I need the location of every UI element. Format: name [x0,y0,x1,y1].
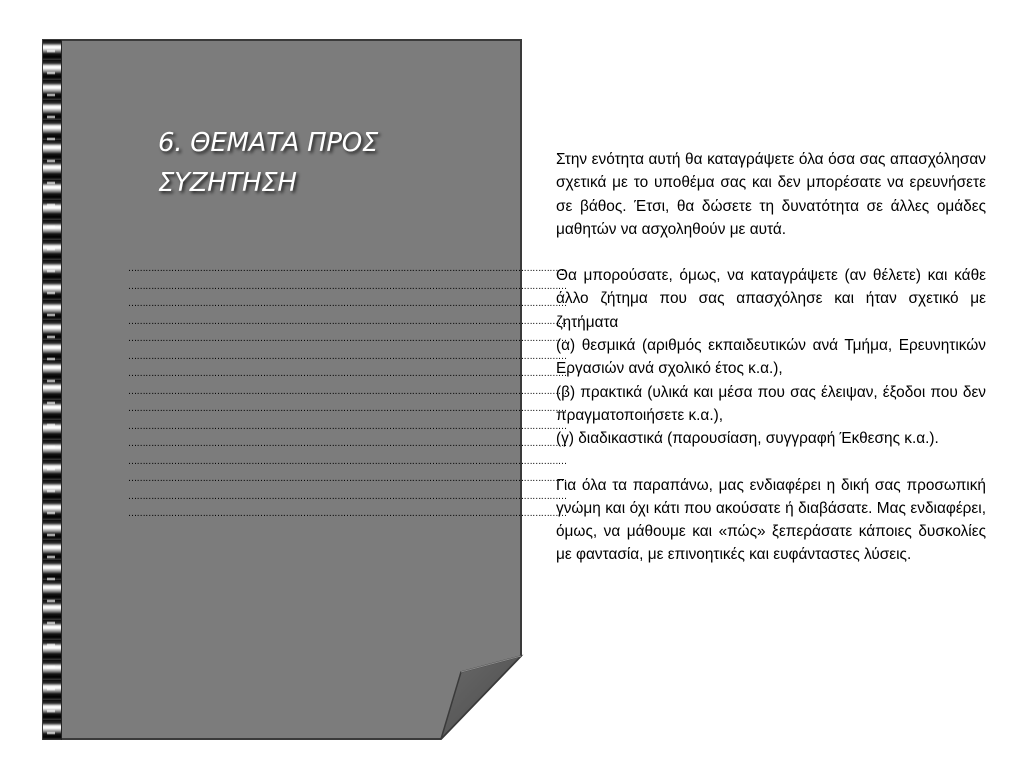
dotted-line: ……………………………………………………………………………………………………………………………………… [128,491,567,502]
dotted-line: ……………………………………………………………………………………………………………………………………… [128,299,567,309]
paragraph-3: Για όλα τα παραπάνω, μας ενδιαφέρει η δική σας προσωπική γνώμη και όχι κάτι που ακούσατε ή διαβάσατε. Μας ενδιαφέρει, όμως, να μάθουμε και «πώς» ξεπεράσατε κάποιες δυσκολίες με φαντασία, με επινοητικές και ευφάνταστες λύσεις. [556,476,986,564]
list-item-b: (β) πρακτικά (υλικά και μέσα που σας έλειψαν, έξοδοι που δεν πραγματοποιήσετε κ.α.), [556,383,986,424]
spiral-binding [43,40,62,740]
dotted-line: ……………………………………………………………………………………………………………………………………… [128,281,567,292]
paragraph-1: Στην ενότητα αυτή θα καταγράψετε όλα όσα σας απασχόλησαν σχετικά με το υποθέμα σας και δεν μπορέσατε να ερευνήσετε σε βάθος. Έτσι, θα δώσετε τη δυνατότητα σε άλλες ομάδες μαθητών να ασχοληθούν με αυτά. [556,151,986,238]
dotted-line: ……………………………………………………………………………………………………………………………………… [128,316,567,327]
list-item-a: (α) θεσμικά (αριθμός εκπαιδευτικών ανά Τμήμα, Ερευνητικών Εργασιών ανά σχολικό έτος κ.α.), [556,337,986,378]
dotted-line: ……………………………………………………………………………………………………………………………………… [128,334,567,344]
dotted-line: ……………………………………………………………………………………………………………………………………… [128,386,567,397]
page-title: 6. ΘΕΜΑΤΑ ΠΡΟΣ ΣΥΖΗΤΗΣΗ [158,128,379,198]
dotted-line: ……………………………………………………………………………………………………………………………………… [128,264,567,274]
instructions-text [556,148,986,567]
notebook-page [43,40,567,740]
list-item-c: (γ) διαδικαστικά (παρουσίαση, συγγραφή Έκθεσης κ.α.). [556,430,939,448]
dotted-line: ……………………………………………………………………………………………………………………………………… [128,474,567,484]
paragraph-2-intro: Θα μπορούσατε, όμως, να καταγράψετε (αν θέλετε) και κάθε άλλο ζήτημα που σας απασχόλησε και ήταν σχετικό με ζητήματα [556,267,986,331]
dotted-line: ……………………………………………………………………………………………………………………………………… [128,421,567,432]
dotted-line: ……………………………………………………………………………………………………………………………………… [128,404,567,414]
dotted-writing-lines [128,261,567,524]
dotted-line: ……………………………………………………………………………………………………………………………………… [128,439,567,449]
dotted-line: ……………………………………………………………………………………………………………………………………… [128,509,567,519]
dotted-line: ……………………………………………………………………………………………………………………………………… [128,456,567,467]
dotted-line: ……………………………………………………………………………………………………………………………………… [128,351,567,362]
dotted-line: ……………………………………………………………………………………………………………………………………… [128,369,567,379]
